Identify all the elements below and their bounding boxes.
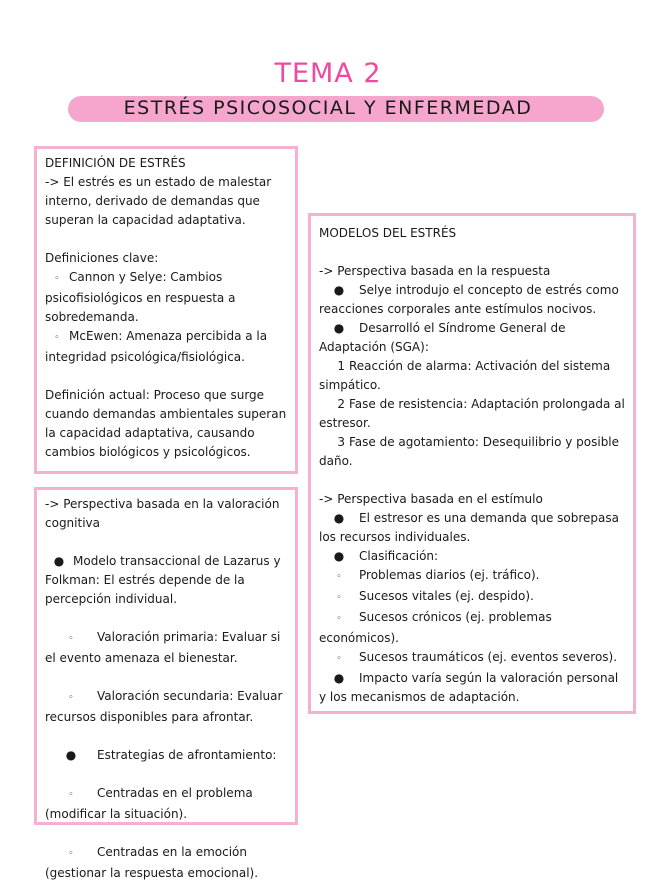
circle-bullet-icon: ◦	[336, 593, 342, 603]
problem-focused: ◦ Centradas en el problema (modificar la situación).	[45, 786, 253, 821]
models-heading: MODELOS DEL ESTRÉS	[319, 226, 457, 240]
bullet-icon: ●	[65, 748, 77, 762]
current-definition: Definición actual: Proceso que surge cuando demandas ambientales superan la capacidad adaptativa, causando cambios biológicos y psicológicos.	[45, 388, 287, 459]
response-item: ● Selye introdujo el concepto de estrés como reacciones corporales ante estímulos nocivos.	[319, 283, 619, 316]
class-item: ◦ Sucesos traumáticos (ej. eventos severos).	[319, 648, 627, 669]
transactional-model: ● Modelo transaccional de Lazarus y Folkman: El estrés depende de la percepción individual.	[45, 554, 281, 606]
sga-phase: 2 Fase de resistencia: Adaptación prolongada al estresor.	[319, 397, 625, 430]
page-title: TEMA 2	[274, 58, 382, 89]
stress-models-box	[308, 213, 636, 714]
primary-appraisal: ◦ Valoración primaria: Evaluar si el evento amenaza el bienestar.	[45, 630, 281, 665]
key-definition-item: ◦ McEwen: Amenaza percibida a la integridad psicológica/fisiológica.	[45, 329, 268, 364]
circle-bullet-icon: ◦	[336, 654, 342, 664]
definition-heading: DEFINICIÓN DE ESTRÉS	[45, 156, 186, 170]
circle-bullet-icon: ◦	[336, 572, 342, 582]
response-heading: -> Perspectiva basada en la respuesta	[319, 264, 551, 278]
sga-phase: 1 Reacción de alarma: Activación del sistema simpático.	[319, 359, 611, 392]
bullet-icon: ●	[333, 321, 345, 335]
circle-bullet-icon: ◦	[68, 849, 74, 859]
class-item: ◦ Sucesos crónicos (ej. problemas económicos).	[319, 610, 552, 645]
response-item: ● Desarrolló el Síndrome General de Adaptación (SGA):	[319, 321, 566, 354]
circle-bullet-icon: ◦	[68, 693, 74, 703]
coping-strategies: ● Estrategias de afrontamiento:	[45, 746, 289, 765]
circle-bullet-icon: ◦	[68, 634, 74, 644]
sga-phase: 3 Fase de agotamiento: Desequilibrio y posible daño.	[319, 435, 620, 468]
class-item: ◦ Problemas diarios (ej. tráfico).	[319, 566, 627, 587]
bullet-icon: ●	[333, 511, 345, 525]
cognitive-heading: -> Perspectiva basada en la valoración cognitiva	[45, 497, 280, 530]
page-subtitle: ESTRÉS PSICOSOCIAL Y ENFERMEDAD	[123, 97, 533, 119]
class-item: ◦ Sucesos vitales (ej. despido).	[319, 587, 627, 608]
bullet-icon: ●	[333, 283, 345, 297]
emotion-focused: ◦ Centradas en la emoción (gestionar la respuesta emocional).	[45, 845, 259, 880]
key-definition-item: ◦ Cannon y Selye: Cambios psicofisiológicos en respuesta a sobredemanda.	[45, 270, 236, 324]
classification-item: ● Clasificación:	[319, 547, 627, 566]
stimulus-item: ● El estresor es una demanda que sobrepasa los recursos individuales.	[319, 511, 619, 544]
stimulus-heading: -> Perspectiva basada en el estímulo	[319, 492, 543, 506]
impact-item: ● Impacto varía según la valoración personal y los mecanismos de adaptación.	[319, 671, 619, 704]
circle-bullet-icon: ◦	[54, 274, 60, 284]
bullet-icon: ●	[53, 554, 65, 568]
circle-bullet-icon: ◦	[54, 333, 60, 343]
bullet-icon: ●	[333, 671, 345, 685]
bullet-icon: ●	[333, 549, 345, 563]
secondary-appraisal: ◦ Valoración secundaria: Evaluar recursos disponibles para afrontar.	[45, 689, 283, 724]
key-definitions-heading: Definiciones clave:	[45, 251, 159, 265]
definition-box	[34, 146, 298, 474]
circle-bullet-icon: ◦	[68, 790, 74, 800]
circle-bullet-icon: ◦	[336, 614, 342, 624]
definition-intro: -> El estrés es un estado de malestar interno, derivado de demandas que superan la capacidad adaptativa.	[45, 175, 272, 227]
cognitive-appraisal-box	[34, 487, 298, 880]
